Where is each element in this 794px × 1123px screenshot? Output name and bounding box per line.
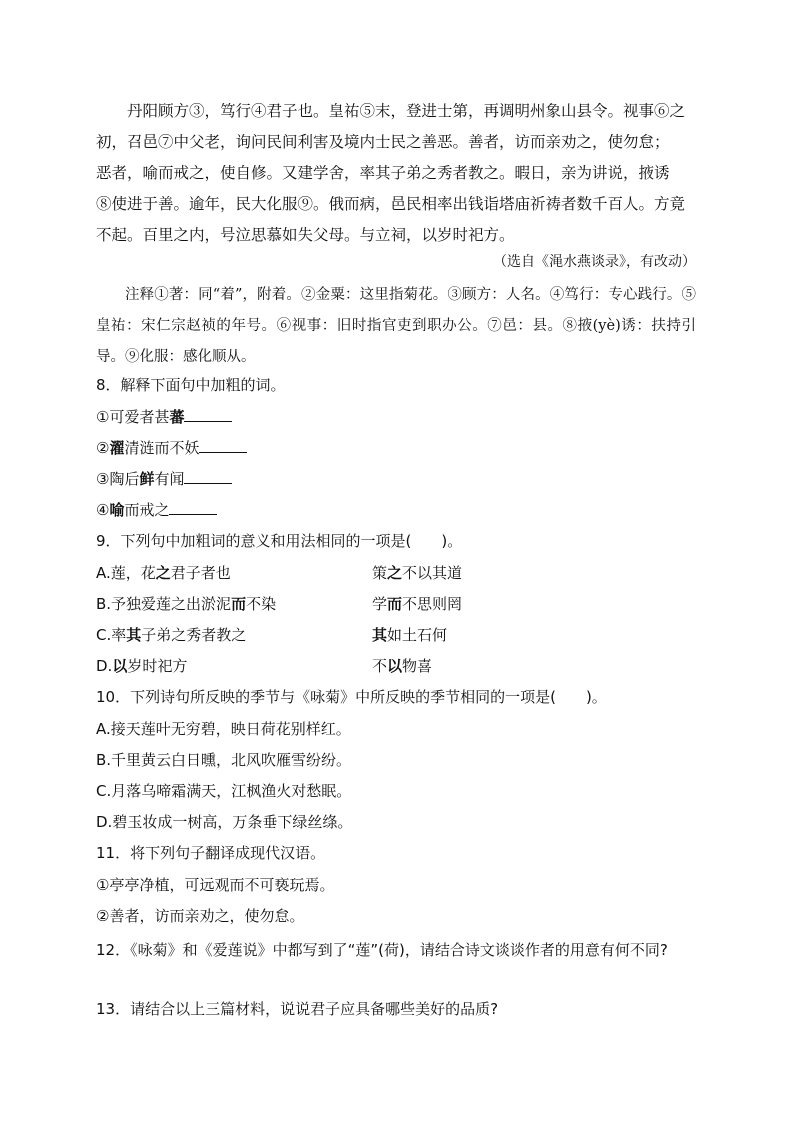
answer-blank[interactable] — [169, 499, 217, 515]
question-10-option-b: B.千里黄云白日曛，北风吹雁雪纷纷。 — [96, 751, 352, 769]
passage-line: ⑧使进于善。逾年，民大化服⑨。俄而病，邑民相率出钱诣塔庙祈祷者数千百人。方竟 — [96, 195, 686, 213]
classical-passage — [96, 96, 696, 251]
question-13: 13．请结合以上三篇材料，说说君子应具备哪些美好的品质? — [96, 1000, 499, 1018]
question-9-option-d-left: D.以岁时祀方 — [96, 657, 188, 675]
question-10-option-c: C.月落乌啼霜满天，江枫渔火对愁眠。 — [96, 782, 352, 800]
question-9-option-a-left: A.莲，花之君子者也 — [96, 564, 231, 582]
question-8-item-3: ③陶后鲜有闻 — [96, 468, 232, 490]
question-8-item-1: ①可爱者甚蕃 — [96, 406, 232, 428]
question-9-option-b-left: B.予独爱莲之出淤泥而不染 — [96, 595, 277, 613]
question-9-option-c-left: C.率其子弟之秀者教之 — [96, 626, 247, 644]
question-11-title: 11．将下列句子翻译成现代汉语。 — [96, 844, 326, 862]
question-9-title: 9．下列句中加粗词的意义和用法相同的一项是( )。 — [96, 532, 463, 550]
passage-line: 不起。百里之内，号泣思慕如失父母。与立祠，以岁时祀方。 — [96, 226, 515, 244]
question-10-option-d: D.碧玉妆成一树高，万条垂下绿丝绦。 — [96, 813, 353, 831]
question-8-title: 8．解释下面句中加粗的词。 — [96, 376, 286, 394]
answer-blank[interactable] — [184, 468, 232, 484]
passage-line: 初，召邑⑦中父老，询问民间利害及境内士民之善恶。善者，访而亲劝之，使勿怠； — [96, 133, 670, 151]
question-10-option-a: A.接天莲叶无穷碧，映日荷花别样红。 — [96, 720, 351, 738]
question-8-item-4: ④喻而戒之 — [96, 499, 217, 521]
question-9-option-b-right: 学而不思则罔 — [372, 595, 463, 613]
answer-blank[interactable] — [199, 437, 247, 453]
answer-blank[interactable] — [184, 406, 232, 422]
question-8-item-2: ②濯清涟而不妖 — [96, 437, 247, 459]
question-12: 12．《咏菊》和《爱莲说》中都写到了“莲”(荷)，请结合诗文谈谈作者的用意有何不同? — [96, 941, 668, 959]
question-9-option-c-right: 其如土石何 — [372, 626, 448, 644]
question-11-item-1: ①亭亭净植，可远观而不可亵玩焉。 — [96, 876, 335, 894]
annotation-notes: 注释①著：同“着”，附着。②金粟：这里指菊花。③顾方：人名。④笃行：专心践行。⑤皇祐：宋仁宗赵祯的年号。⑥视事：旧时指官吏到职办公。⑦邑：县。⑧掖(yè)诱：扶持引导。⑨化服：感化顺从。 — [96, 287, 696, 365]
passage-line: 丹阳顾方③，笃行④君子也。皇祐⑤末，登进士第，再调明州象山县令。视事⑥之 — [127, 102, 686, 120]
passage-source: （选自《渑水燕谈录》，有改动） — [493, 254, 696, 270]
passage-line: 恶者，喻而戒之，使自修。又建学舍，率其子弟之秀者教之。暇日，亲为讲说，掖诱 — [96, 164, 670, 182]
question-9-option-d-right: 不以物喜 — [372, 657, 433, 675]
question-11-item-2: ②善者，访而亲劝之，使勿怠。 — [96, 907, 305, 925]
question-9-option-a-right: 策之不以其道 — [372, 564, 463, 582]
question-10-title: 10．下列诗句所反映的季节与《咏菊》中所反映的季节相同的一项是( )。 — [96, 688, 607, 706]
